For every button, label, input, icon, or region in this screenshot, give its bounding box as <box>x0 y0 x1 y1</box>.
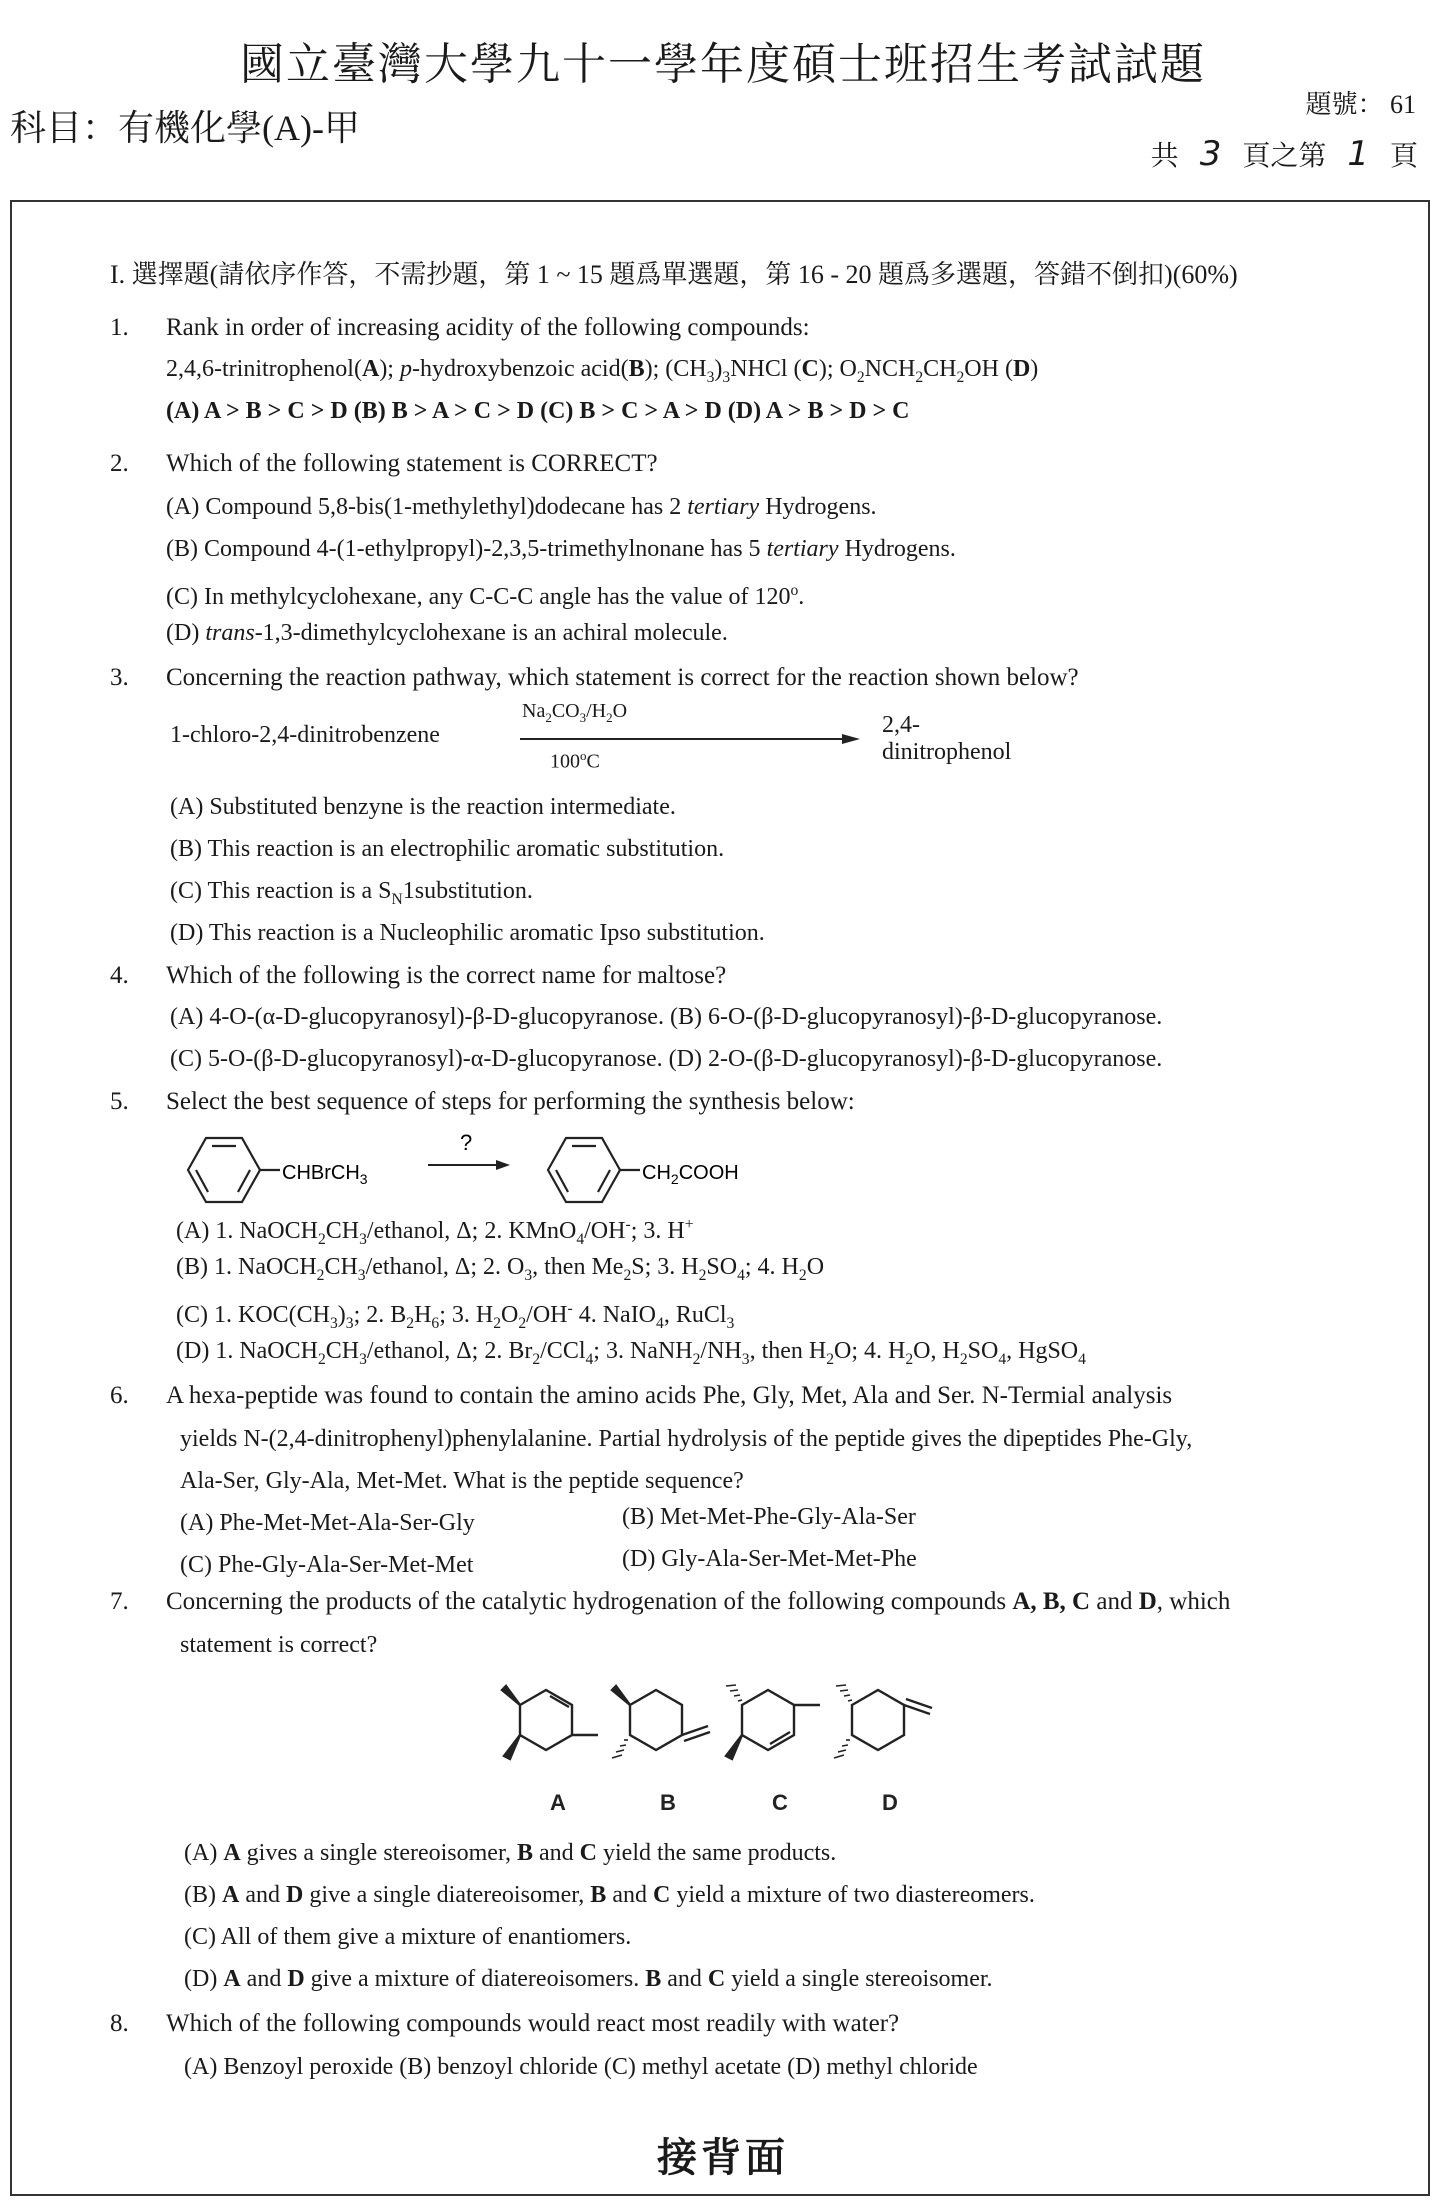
q3-option-b: (B) This reaction is an electrophilic aromatic substitution. <box>170 836 725 862</box>
question-2 <box>110 446 658 482</box>
q7-option-d: (D) A and D give a mixture of diatereoisomers. B and C yield a single stereoisomer. <box>184 1966 993 1992</box>
page-total-prefix: 共 <box>1150 141 1179 172</box>
q7-line1: Concerning the products of the catalytic hydrogenation of the following compounds <box>166 1588 1007 1615</box>
continue-on-back: 接背面 <box>657 2135 789 2180</box>
section-heading: I. 選擇題(請依序作答，不需抄題，第 1 ~ 15 題爲單選題，第 16 - 20 題爲多選題，答錯不倒扣)(60%) <box>110 260 1238 289</box>
benzene-ring-icon <box>548 1138 640 1202</box>
q1-compounds: 2,4,6-trinitrophenol(A); p-hydroxybenzoic acid(B); $(CH_3)_3NHCl$ (C); $O_2NCH_2CH_2OH$ (D) <box>166 356 1039 386</box>
page-current: 1 <box>1347 134 1369 174</box>
q6-option-d: (D) Gly-Ala-Ser-Met-Met-Phe <box>622 1546 917 1572</box>
q3-option-c: (C) This reaction is a $S_N1substitution$. <box>170 878 533 908</box>
compound-c-structure-icon <box>726 1685 820 1759</box>
q2-option-a: (A) Compound 5,8-bis(1-methylethyl)dodecane has 2 tertiary Hydrogens. <box>166 494 877 520</box>
page-info <box>1151 134 1418 174</box>
q6-line1: A hexa-peptide was found to contain the amino acids Phe, Gly, Met, Ala and Ser. N-Termial analysis <box>166 1382 1173 1409</box>
q5-arrow-label: ? <box>460 1130 473 1155</box>
question-number: 題號： 61 <box>1305 90 1416 119</box>
q2-option-b: (B) Compound 4-(1-ethylpropyl)-2,3,5-trimethylnonane has 5 tertiary Hydrogens. <box>166 536 956 562</box>
q8-number: 8. <box>110 2010 129 2037</box>
q7-line2: statement is correct? <box>180 1632 378 1658</box>
q5-option-b: (B) 1. $NaOCH_2CH_3$/ethanol, Δ; 2. $O_3$, then $Me_2S$; 3. $H_2SO_4$; 4. $H_2O$ <box>176 1254 825 1284</box>
q1-options: (A) A > B > C > D (B) B > A > C > D (C) B > C > A > D (D) A > B > D > C <box>166 398 910 424</box>
q5-reactant-group: CHBrCH$_3$ <box>282 1162 368 1187</box>
q7-structures <box>480 1660 1040 1840</box>
question-3 <box>110 660 1079 696</box>
q6-option-c: (C) Phe-Gly-Ala-Ser-Met-Met <box>180 1552 474 1578</box>
q5-option-a: (A) 1. $NaOCH_2CH_3$/ethanol, Δ; 2. KMnO$_4$/OH-; 3. H+ <box>176 1216 694 1248</box>
q2-text: Which of the following statement is CORRECT? <box>166 450 658 477</box>
q3-number: 3. <box>110 664 129 691</box>
q4-options-line2: (C) 5-O-(β-D-glucopyranosyl)-α-D-glucopyranose. (D) 2-O-(β-D-glucopyranosyl)-β-D-glucopyranose. <box>170 1046 1163 1072</box>
q6-line3: Ala-Ser, Gly-Ala, Met-Met. What is the peptide sequence? <box>180 1468 744 1494</box>
q3-product: 2,4-dinitrophenol <box>882 712 1012 765</box>
q3-condition: 100$^o$C <box>550 748 600 773</box>
q8-options: (A) Benzoyl peroxide (B) benzoyl chloride (C) methyl acetate (D) methyl chloride <box>184 2054 978 2080</box>
q5-number: 5. <box>110 1088 129 1115</box>
q6-number: 6. <box>110 1382 129 1409</box>
q5-text: Select the best sequence of steps for performing the synthesis below: <box>166 1088 855 1115</box>
q3-reactant: 1-chloro-2,4-dinitrobenzene <box>170 722 440 748</box>
q2-number: 2. <box>110 450 129 477</box>
q7-number: 7. <box>110 1588 129 1615</box>
q6-option-b: (B) Met-Met-Phe-Gly-Ala-Ser <box>622 1504 916 1530</box>
q4-text: Which of the following is the correct name for maltose? <box>166 962 727 989</box>
q2-option-c: (C) In methylcyclohexane, any C-C-C angle has the value of 120$^o$. <box>166 582 805 610</box>
q5-synthesis-scheme <box>170 1120 850 1220</box>
q8-text: Which of the following compounds would react most readily with water? <box>166 2010 900 2037</box>
q4-options-line1: (A) 4-O-(α-D-glucopyranosyl)-β-D-glucopyranose. (B) 6-O-(β-D-glucopyranosyl)-β-D-glucopyranose. <box>170 1004 1163 1030</box>
label-a: A <box>550 1790 566 1815</box>
label-b: B <box>660 1790 676 1815</box>
q5-option-d: (D) 1. $NaOCH_2CH_3$/ethanol, Δ; 2. $Br_2/CCl_4$; 3. $NaNH_2/NH_3$, then $H_2O$; 4. $H_2O$, $H_2SO_4$, HgSO$_4$ <box>176 1338 1086 1368</box>
question-6 <box>110 1378 1172 1414</box>
question-5 <box>110 1084 855 1120</box>
q7-option-c: (C) All of them give a mixture of enantiomers. <box>184 1924 632 1950</box>
reaction-arrow-icon <box>520 734 860 744</box>
exam-title: 國立臺灣大學九十一學年度碩士班招生考試試題 <box>240 40 1206 89</box>
label-c: C <box>772 1790 788 1815</box>
q7-option-b: (B) A and D give a single diatereoisomer, B and C yield a mixture of two diastereomers. <box>184 1882 1035 1908</box>
page-total: 3 <box>1199 134 1222 174</box>
q1-number: 1. <box>110 314 129 341</box>
q1-text: Rank in order of increasing acidity of the following compounds: <box>166 314 810 341</box>
question-7: 7. Concerning the products of the catalytic hydrogenation of the following compounds A, B, C and D, which <box>110 1584 1230 1620</box>
question-1 <box>110 310 810 346</box>
compound-d-structure-icon <box>834 1685 932 1758</box>
q5-product-group: $CH_2COOH$ <box>642 1162 739 1187</box>
compound-b-structure-icon <box>612 1686 710 1758</box>
question-4 <box>110 958 726 994</box>
q4-number: 4. <box>110 962 129 989</box>
q3-reagent: $Na_2CO_3/H_2O$ <box>522 700 628 725</box>
q3-option-a: (A) Substituted benzyne is the reaction intermediate. <box>170 794 676 820</box>
compound-a-structure-icon <box>502 1686 598 1759</box>
q3-reaction <box>170 700 1012 780</box>
q7-option-a: (A) A gives a single stereoisomer, B and C yield the same products. <box>184 1840 837 1866</box>
page-suffix: 頁 <box>1389 141 1418 172</box>
q3-text: Concerning the reaction pathway, which statement is correct for the reaction shown below? <box>166 664 1079 691</box>
q6-option-a: (A) Phe-Met-Met-Ala-Ser-Gly <box>180 1510 475 1536</box>
q5-option-c: (C) 1. $KOC(CH_3)_3$; 2. $B_2H_6$; 3. $H_2O_2/OH^-$ 4. NaIO$_4$, RuCl$_3$ <box>176 1300 735 1332</box>
q5-arrow-icon <box>428 1160 510 1170</box>
q2-option-d: (D) trans-1,3-dimethylcyclohexane is an achiral molecule. <box>166 620 728 646</box>
benzene-ring-icon <box>188 1138 280 1202</box>
q3-option-d: (D) This reaction is a Nucleophilic aromatic Ipso substitution. <box>170 920 765 946</box>
subject: 科目：有機化學(A)-甲 <box>10 108 360 148</box>
question-8 <box>110 2006 899 2042</box>
q6-line2: yields N-(2,4-dinitrophenyl)phenylalanine. Partial hydrolysis of the peptide gives the dipeptides Phe-Gly, <box>180 1426 1193 1452</box>
label-d: D <box>882 1790 898 1815</box>
page-mid: 頁之第 <box>1242 141 1327 172</box>
